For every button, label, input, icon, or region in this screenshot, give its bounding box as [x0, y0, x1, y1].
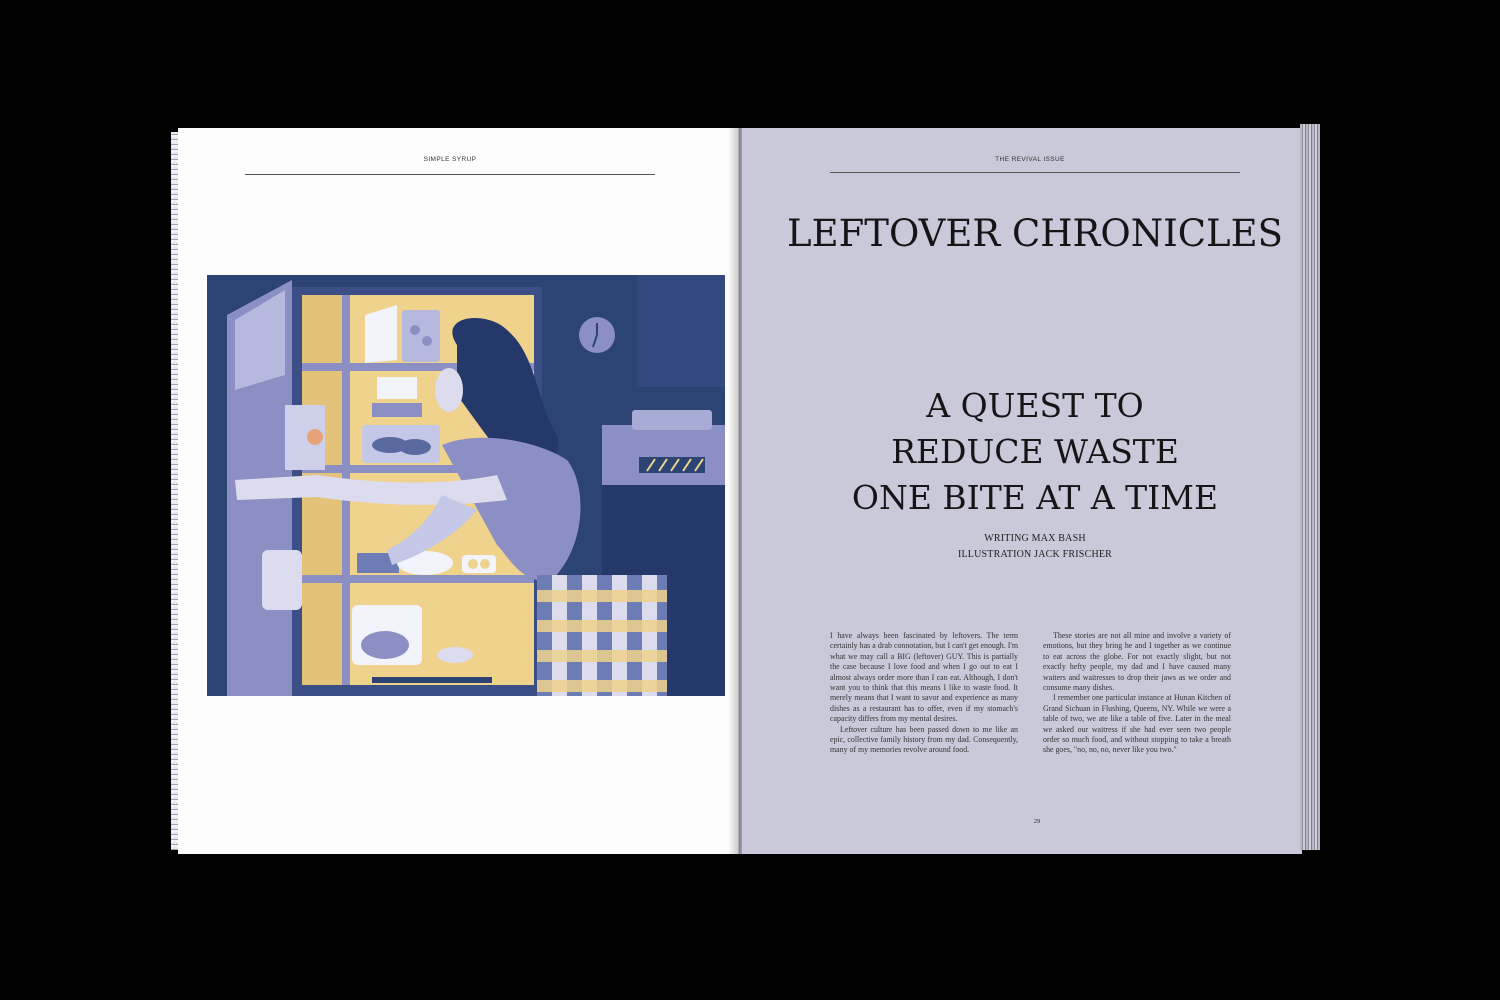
fridge-illustration — [207, 275, 725, 696]
body-column-1 — [830, 631, 1018, 756]
body-paragraph: I have always been fascinated by leftovers. The term certainly has a drab connotation, but I can't get enough. I'm what we may call a BIG (leftover) GUY. This is partially the case because I love food and when I go out to eat I almost always order more than I can eat. Although, I don't want you to think that this means I like to waste food. It merely means that I want to savor and experience as many dishes as a restaurant has to offer, even if my stomach's capacity differs from my mental desires. — [830, 631, 1018, 724]
body-paragraph: Leftover culture has been passed down to me like an epic, collective family history from my dad. Consequently, many of my memories revolve around food. — [830, 724, 1018, 755]
left-running-head: SIMPLE SYRUP — [423, 156, 477, 163]
left-header-rule — [245, 174, 655, 175]
writing-credit: WRITING MAX BASH — [984, 533, 1086, 544]
page-number: 29 — [1033, 818, 1041, 825]
body-paragraph: I remember one particular instance at Hunan Kitchen of Grand Sichuan in Flushing, Queens, NY. While we were a table of two, we ate like a table of five. Later in the meal we asked our waitress if she had ever seen two people order so much food, and without stopping to take a breath she goes, "no, no, no, never like you two." — [1043, 693, 1231, 755]
body-column-2 — [1043, 631, 1231, 756]
article-title: LEFTOVER CHRONICLES — [787, 212, 1283, 255]
subtitle-line: ONE BITE AT A TIME — [851, 478, 1219, 517]
subtitle-line: REDUCE WASTE — [891, 432, 1179, 471]
article-subtitle — [790, 383, 1280, 521]
right-header-rule — [830, 172, 1240, 173]
byline — [830, 531, 1240, 562]
right-running-head: THE REVIVAL ISSUE — [995, 156, 1065, 163]
illustration-credit: ILLUSTRATION JACK FRISCHER — [957, 548, 1113, 560]
body-paragraph: These stories are not all mine and involve a variety of emotions, but they bring he and I together as we continue to eat across the globe. For not exactly slight, but not exactly hefty people, my dad and I have caused many waiters and waitresses to drop their jaws as we order and consume many dishes. — [1043, 631, 1231, 693]
right-page-edge — [1300, 124, 1320, 850]
subtitle-line: A QUEST TO — [926, 386, 1144, 425]
